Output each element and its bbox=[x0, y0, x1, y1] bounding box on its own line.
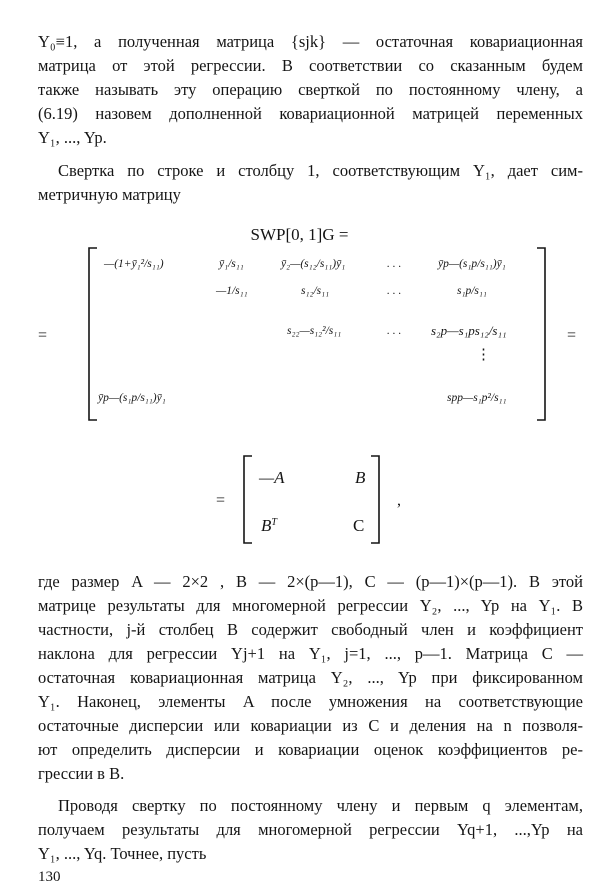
matrix-cell-r1c5: ȳp—(s₁p/s₁₁)ȳ₁ bbox=[438, 258, 506, 270]
paragraph4-line2: получаем результаты для многомерной регрессии Yq+1, ...,Yp на bbox=[38, 820, 583, 839]
paragraph1-line1: Y₀≡1, а полученная матрица {sjk} — остаточная ковариационная bbox=[38, 32, 583, 51]
matrix-cell-r3c3: s₂₂—s₁₂²/s₁₁ bbox=[287, 325, 342, 337]
swp-formula: SWP[0, 1]G = bbox=[250, 225, 349, 244]
block-cell-c: C bbox=[353, 516, 365, 535]
paragraph1-line2: матрица от этой регрессии. В соответствии со сказанным будем bbox=[38, 56, 583, 75]
paragraph4-line1: Проводя свертку по постоянному члену и первым q элементам, bbox=[58, 796, 583, 815]
matrix-cell-r2c5: s₁p/s₁₁ bbox=[457, 285, 487, 297]
matrix-cell-r2c4: . . . bbox=[387, 285, 402, 297]
paragraph3-line8: ют определить дисперсии и ковариации оценок коэффициентов ре- bbox=[38, 740, 583, 759]
matrix-cell-r3c5: s₂p—s₁ps₁₂/s₁₁ bbox=[431, 323, 507, 338]
matrix-cell-r5c1: ȳp—(s₁p/s₁₁)ȳ₁ bbox=[98, 392, 166, 404]
paragraph1-line4: (6.19) назовем дополненной ковариационной матрицей переменных bbox=[38, 104, 583, 123]
paragraph3-line6: Y₁. Наконец, элементы A после умножения на соответствующие bbox=[38, 692, 583, 711]
matrix-cell-r5c5: spp—s₁p²/s₁₁ bbox=[447, 392, 507, 404]
paragraph3-line1: где размер A — 2×2 , B — 2×(p—1), C — (p—1)×(p—1). В этой bbox=[38, 572, 583, 591]
block-matrix-equals: = bbox=[216, 492, 226, 509]
paragraph1-line5: Y₁, ..., Yp. bbox=[38, 128, 107, 147]
block-matrix-comma: , bbox=[397, 492, 401, 509]
paragraph3-line2: матрице результаты для многомерной регрессии Y₂, ..., Yp на Y₁. В bbox=[38, 596, 583, 615]
block-cell-bt: $B^T$ bbox=[261, 516, 277, 535]
paragraph3-line4: наклона для регрессии Yj+1 на Y₁, j=1, ..., p—1. Матрица C — bbox=[38, 644, 583, 663]
matrix-left-equals: = bbox=[38, 327, 48, 344]
paragraph3-line9: грессии в B. bbox=[38, 764, 125, 783]
matrix-cell-r2c2: —1/s₁₁ bbox=[216, 285, 248, 297]
matrix-cell-r2c3: s₁₂/s₁₁ bbox=[301, 285, 330, 297]
matrix-cell-r3c4: . . . bbox=[387, 325, 402, 337]
paragraph4-line3: Y₁, ..., Yq. Точнее, пусть bbox=[38, 844, 207, 863]
block-cell-a: —A bbox=[259, 468, 285, 487]
matrix-cell-r1c3: ȳ₂—(s₁₂/s₁₁)ȳ₁ bbox=[281, 258, 346, 270]
paragraph2-line1: Свертка по строке и столбцу 1, соответствующим Y₁, дает сим- bbox=[58, 161, 583, 180]
vdots-glyph: ⋮ bbox=[476, 347, 491, 363]
matrix-cell-r1c2: ȳ₁/s₁₁ bbox=[219, 258, 244, 270]
matrix-right-equals: = bbox=[567, 327, 577, 344]
block-cell-b: B bbox=[355, 468, 366, 487]
paragraph3-line5: остаточная ковариационная матрица Y₂, ..., Yp при фиксированном bbox=[38, 668, 583, 687]
matrix-cell-r1c1: —(1+ȳ₁²/s₁₁) bbox=[104, 258, 164, 270]
page-number: 130 bbox=[38, 869, 61, 885]
paragraph3-line3: частности, j-й столбец B содержит свободный член и коэффициент bbox=[38, 620, 583, 639]
matrix-cell-r1c4: . . . bbox=[387, 258, 402, 270]
paragraph3-line7: остаточные дисперсии или ковариации из C и деления на n позволя- bbox=[38, 716, 583, 735]
paragraph1-line3: также называть эту операцию сверткой по постоянному члену, а bbox=[38, 80, 583, 99]
paragraph2-line2: метричную матрицу bbox=[38, 185, 181, 204]
